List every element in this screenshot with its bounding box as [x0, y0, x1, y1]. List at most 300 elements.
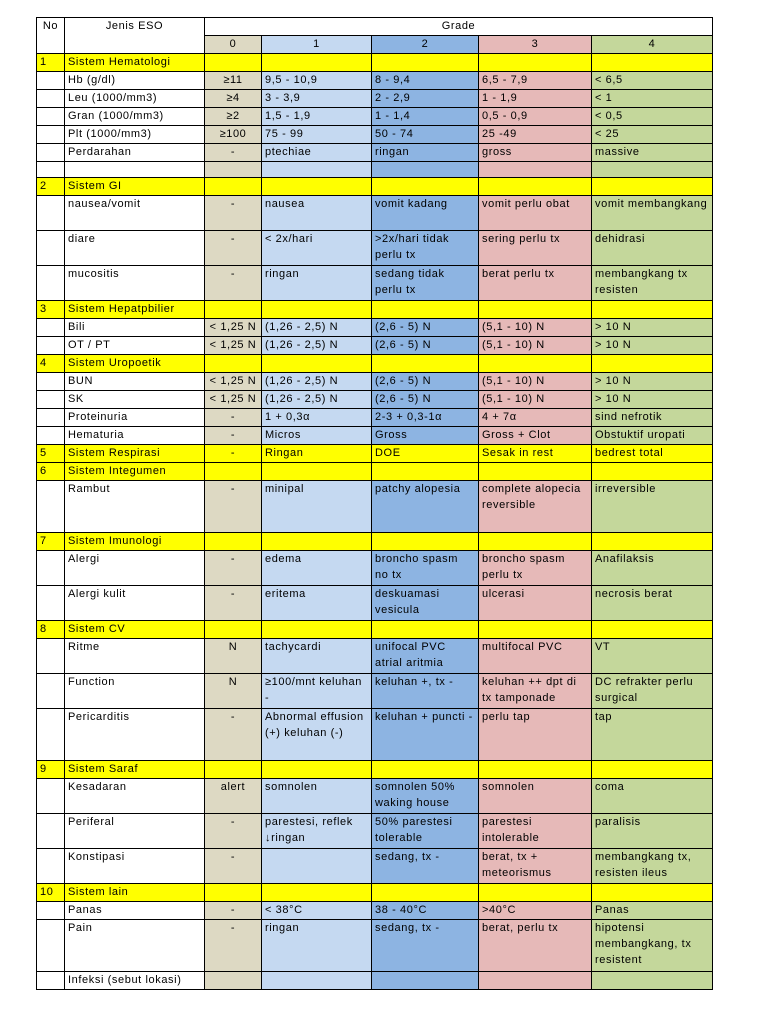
- eso-type-label: Periferal: [65, 814, 205, 849]
- eso-type-label: Function: [65, 674, 205, 709]
- section-empty-cell: [372, 355, 479, 373]
- grade-3-cell: (5,1 - 10) N: [479, 337, 592, 355]
- eso-type-label: Pericarditis: [65, 709, 205, 761]
- table-row: [37, 409, 713, 427]
- section-empty-cell: [205, 884, 262, 902]
- section-empty-cell: [592, 761, 713, 779]
- grade-1-cell: parestesi, reflek ↓ringan: [262, 814, 372, 849]
- row-number-cell: [37, 196, 65, 231]
- grade-4-cell: Anafilaksis: [592, 551, 713, 586]
- section-empty-cell: [262, 533, 372, 551]
- eso-type-label: Kesadaran: [65, 779, 205, 814]
- grade-0-cell: -: [205, 481, 262, 533]
- section-row: [37, 463, 713, 481]
- row-number-cell: [37, 639, 65, 674]
- grade-2-cell: DOE: [372, 445, 479, 463]
- eso-grading-table: [36, 17, 713, 990]
- table-row: [37, 196, 713, 231]
- grade-4-cell: hipotensi membangkang, tx resistent: [592, 920, 713, 972]
- eso-type-label: Alergi kulit: [65, 586, 205, 621]
- section-empty-cell: [372, 884, 479, 902]
- section-empty-cell: [479, 355, 592, 373]
- blank-cell: [37, 162, 65, 178]
- grade-1-cell: tachycardi: [262, 639, 372, 674]
- grade-0-cell: -: [205, 586, 262, 621]
- grade-2-cell: 38 - 40°C: [372, 902, 479, 920]
- grade-2-cell: >2x/hari tidak perlu tx: [372, 231, 479, 266]
- grade-4-cell: > 10 N: [592, 319, 713, 337]
- section-empty-cell: [479, 533, 592, 551]
- grade-0-cell: -: [205, 427, 262, 445]
- section-empty-cell: [479, 621, 592, 639]
- table-row: [37, 674, 713, 709]
- grade-0-cell: -: [205, 231, 262, 266]
- row-number-cell: [37, 144, 65, 162]
- grade-2-cell: patchy alopesia: [372, 481, 479, 533]
- grade-4-cell: paralisis: [592, 814, 713, 849]
- grade-2-cell: sedang tidak perlu tx: [372, 266, 479, 301]
- header-grade-1: 1: [262, 36, 372, 54]
- grade-0-cell: < 1,25 N: [205, 319, 262, 337]
- section-empty-cell: [205, 621, 262, 639]
- header-row-1: [37, 18, 713, 36]
- eso-type-label: Perdarahan: [65, 144, 205, 162]
- grade-4-cell: coma: [592, 779, 713, 814]
- grade-2-cell: (2,6 - 5) N: [372, 337, 479, 355]
- grade-2-cell: broncho spasm no tx: [372, 551, 479, 586]
- table-row: [37, 814, 713, 849]
- row-number-cell: [37, 90, 65, 108]
- grade-0-cell: -: [205, 551, 262, 586]
- section-empty-cell: [205, 355, 262, 373]
- grade-2-cell: 2 - 2,9: [372, 90, 479, 108]
- section-row: [37, 761, 713, 779]
- table-row: [37, 972, 713, 990]
- grade-3-cell: 25 -49: [479, 126, 592, 144]
- grade-3-cell: [479, 972, 592, 990]
- table-row: [37, 849, 713, 884]
- grade-2-cell: sedang, tx -: [372, 920, 479, 972]
- grade-0-cell: -: [205, 144, 262, 162]
- header-grade-2: 2: [372, 36, 479, 54]
- grade-1-cell: 1,5 - 1,9: [262, 108, 372, 126]
- section-row: [37, 533, 713, 551]
- section-empty-cell: [262, 355, 372, 373]
- row-number-cell: [37, 391, 65, 409]
- grade-3-cell: (5,1 - 10) N: [479, 319, 592, 337]
- grade-1-cell: < 38°C: [262, 902, 372, 920]
- row-number-cell: [37, 709, 65, 761]
- section-empty-cell: [205, 54, 262, 72]
- section-row: [37, 178, 713, 196]
- table-row: [37, 337, 713, 355]
- blank-cell: [372, 162, 479, 178]
- section-number: 3: [37, 301, 65, 319]
- header-grade-0: 0: [205, 36, 262, 54]
- grade-0-cell: -: [205, 709, 262, 761]
- grade-4-cell: bedrest total: [592, 445, 713, 463]
- grade-0-cell: -: [205, 902, 262, 920]
- eso-type-label: Gran (1000/mm3): [65, 108, 205, 126]
- grade-1-cell: (1,26 - 2,5) N: [262, 337, 372, 355]
- grade-1-cell: [262, 849, 372, 884]
- eso-type-label: Plt (1000/mm3): [65, 126, 205, 144]
- grade-1-cell: 1 + 0,3α: [262, 409, 372, 427]
- grade-4-cell: sind nefrotik: [592, 409, 713, 427]
- grade-1-cell: minipal: [262, 481, 372, 533]
- table-row: [37, 391, 713, 409]
- table-row: [37, 481, 713, 533]
- grade-1-cell: (1,26 - 2,5) N: [262, 391, 372, 409]
- grade-0-cell: ≥100: [205, 126, 262, 144]
- section-empty-cell: [372, 533, 479, 551]
- grade-2-cell: (2,6 - 5) N: [372, 373, 479, 391]
- section-number: 1: [37, 54, 65, 72]
- section-title: Sistem Uropoetik: [65, 355, 205, 373]
- grade-3-cell: vomit perlu obat: [479, 196, 592, 231]
- grade-0-cell: ≥11: [205, 72, 262, 90]
- row-number-cell: [37, 266, 65, 301]
- row-number-cell: [37, 972, 65, 990]
- grade-0-cell: N: [205, 639, 262, 674]
- section-empty-cell: [262, 621, 372, 639]
- section-title: Sistem Saraf: [65, 761, 205, 779]
- grade-2-cell: [372, 972, 479, 990]
- grade-0-cell: ≥4: [205, 90, 262, 108]
- grade-1-cell: [262, 972, 372, 990]
- section-number: 4: [37, 355, 65, 373]
- blank-cell: [205, 162, 262, 178]
- blank-cell: [65, 162, 205, 178]
- eso-type-label: OT / PT: [65, 337, 205, 355]
- table-row: [37, 266, 713, 301]
- table-row: [37, 902, 713, 920]
- section-empty-cell: [372, 301, 479, 319]
- row-number-cell: [37, 779, 65, 814]
- grade-1-cell: nausea: [262, 196, 372, 231]
- grade-3-cell: berat perlu tx: [479, 266, 592, 301]
- row-number-cell: [37, 902, 65, 920]
- grade-4-cell: DC refrakter perlu surgical: [592, 674, 713, 709]
- grade-3-cell: keluhan ++ dpt di tx tamponade: [479, 674, 592, 709]
- grade-3-cell: berat, perlu tx: [479, 920, 592, 972]
- grade-1-cell: 75 - 99: [262, 126, 372, 144]
- table-row: [37, 144, 713, 162]
- table-row: [37, 373, 713, 391]
- grade-4-cell: > 10 N: [592, 337, 713, 355]
- blank-cell: [479, 162, 592, 178]
- row-number-cell: [37, 920, 65, 972]
- grade-0-cell: -: [205, 266, 262, 301]
- grade-3-cell: (5,1 - 10) N: [479, 373, 592, 391]
- grade-2-cell: 50% parestesi tolerable: [372, 814, 479, 849]
- eso-type-label: BUN: [65, 373, 205, 391]
- section-empty-cell: [205, 463, 262, 481]
- section-title: Sistem Hepatpbilier: [65, 301, 205, 319]
- section-row: [37, 884, 713, 902]
- section-empty-cell: [592, 355, 713, 373]
- grade-1-cell: ≥100/mnt keluhan -: [262, 674, 372, 709]
- grade-1-cell: somnolen: [262, 779, 372, 814]
- grade-1-cell: 3 - 3,9: [262, 90, 372, 108]
- grade-3-cell: 4 + 7α: [479, 409, 592, 427]
- row-number-cell: [37, 849, 65, 884]
- section-title: Sistem CV: [65, 621, 205, 639]
- section-empty-cell: [479, 761, 592, 779]
- row-number-cell: [37, 427, 65, 445]
- section-number: 5: [37, 445, 65, 463]
- table-row: [37, 231, 713, 266]
- grade-4-cell: < 25: [592, 126, 713, 144]
- grade-2-cell: unifocal PVC atrial aritmia: [372, 639, 479, 674]
- section-empty-cell: [205, 761, 262, 779]
- section-number: 7: [37, 533, 65, 551]
- grade-4-cell: Obstuktif uropati: [592, 427, 713, 445]
- section-empty-cell: [372, 761, 479, 779]
- grade-2-cell: 1 - 1,4: [372, 108, 479, 126]
- grade-4-cell: tap: [592, 709, 713, 761]
- section-empty-cell: [592, 621, 713, 639]
- section-empty-cell: [479, 301, 592, 319]
- grade-2-cell: (2,6 - 5) N: [372, 391, 479, 409]
- section-empty-cell: [479, 884, 592, 902]
- grade-0-cell: < 1,25 N: [205, 391, 262, 409]
- eso-type-label: Infeksi (sebut lokasi): [65, 972, 205, 990]
- section-empty-cell: [372, 178, 479, 196]
- grade-2-cell: sedang, tx -: [372, 849, 479, 884]
- eso-table-body: [37, 18, 713, 990]
- grade-2-cell: deskuamasi vesicula: [372, 586, 479, 621]
- eso-type-label: SK: [65, 391, 205, 409]
- row-number-cell: [37, 337, 65, 355]
- section-empty-cell: [479, 54, 592, 72]
- table-row: [37, 108, 713, 126]
- grade-1-cell: Micros: [262, 427, 372, 445]
- section-empty-cell: [262, 178, 372, 196]
- grade-2-cell: 50 - 74: [372, 126, 479, 144]
- grade-1-cell: (1,26 - 2,5) N: [262, 373, 372, 391]
- grade-3-cell: 0,5 - 0,9: [479, 108, 592, 126]
- section-empty-cell: [372, 621, 479, 639]
- grade-1-cell: Ringan: [262, 445, 372, 463]
- section-number: 8: [37, 621, 65, 639]
- grade-4-cell: < 6,5: [592, 72, 713, 90]
- table-row: [37, 90, 713, 108]
- row-number-cell: [37, 551, 65, 586]
- table-row: [37, 779, 713, 814]
- grade-1-cell: edema: [262, 551, 372, 586]
- section-empty-cell: [592, 884, 713, 902]
- grade-3-cell: Sesak in rest: [479, 445, 592, 463]
- row-number-cell: [37, 108, 65, 126]
- grade-4-cell: membangkang tx resisten: [592, 266, 713, 301]
- section-empty-cell: [262, 761, 372, 779]
- grade-3-cell: parestesi intolerable: [479, 814, 592, 849]
- grade-0-cell: -: [205, 409, 262, 427]
- header-grade-4: 4: [592, 36, 713, 54]
- grade-4-cell: vomit membangkang: [592, 196, 713, 231]
- section-row: [37, 54, 713, 72]
- eso-type-label: Bili: [65, 319, 205, 337]
- section-row: [37, 621, 713, 639]
- row-number-cell: [37, 319, 65, 337]
- grade-4-cell: irreversible: [592, 481, 713, 533]
- table-row: [37, 639, 713, 674]
- header-jenis-eso: Jenis ESO: [65, 18, 205, 54]
- grade-0-cell: -: [205, 849, 262, 884]
- table-row: [37, 319, 713, 337]
- table-row: [37, 920, 713, 972]
- grade-0-cell: < 1,25 N: [205, 337, 262, 355]
- grade-4-cell: < 0,5: [592, 108, 713, 126]
- eso-type-label: Alergi: [65, 551, 205, 586]
- eso-type-label: Konstipasi: [65, 849, 205, 884]
- row-number-cell: [37, 814, 65, 849]
- grade-1-cell: ringan: [262, 266, 372, 301]
- row-number-cell: [37, 72, 65, 90]
- grade-0-cell: alert: [205, 779, 262, 814]
- section-title: Sistem Integumen: [65, 463, 205, 481]
- grade-3-cell: sering perlu tx: [479, 231, 592, 266]
- section-number: 6: [37, 463, 65, 481]
- blank-cell: [592, 162, 713, 178]
- grade-4-cell: massive: [592, 144, 713, 162]
- grade-1-cell: ptechiae: [262, 144, 372, 162]
- grade-3-cell: complete alopecia reversible: [479, 481, 592, 533]
- grade-3-cell: berat, tx + meteorismus: [479, 849, 592, 884]
- grade-1-cell: ringan: [262, 920, 372, 972]
- row-number-cell: [37, 586, 65, 621]
- grade-0-cell: < 1,25 N: [205, 373, 262, 391]
- section-title: Sistem GI: [65, 178, 205, 196]
- grade-3-cell: multifocal PVC: [479, 639, 592, 674]
- grade-0-cell: -: [205, 196, 262, 231]
- section-title: Sistem Imunologi: [65, 533, 205, 551]
- grade-3-cell: (5,1 - 10) N: [479, 391, 592, 409]
- section-empty-cell: [479, 178, 592, 196]
- section-number: 2: [37, 178, 65, 196]
- grade-4-cell: < 1: [592, 90, 713, 108]
- section-title: Sistem Respirasi: [65, 445, 205, 463]
- eso-type-label: diare: [65, 231, 205, 266]
- section-empty-cell: [592, 463, 713, 481]
- eso-type-label: Leu (1000/mm3): [65, 90, 205, 108]
- eso-type-label: Hb (g/dl): [65, 72, 205, 90]
- grade-4-cell: [592, 972, 713, 990]
- eso-type-label: Proteinuria: [65, 409, 205, 427]
- grade-0-cell: -: [205, 814, 262, 849]
- section-empty-cell: [372, 54, 479, 72]
- eso-type-label: Ritme: [65, 639, 205, 674]
- section-title: Sistem lain: [65, 884, 205, 902]
- section-empty-cell: [262, 301, 372, 319]
- section-empty-cell: [205, 301, 262, 319]
- eso-type-label: Panas: [65, 902, 205, 920]
- header-grade: Grade: [205, 18, 713, 36]
- grade-4-cell: Panas: [592, 902, 713, 920]
- table-row: [37, 551, 713, 586]
- grade-2-cell: Gross: [372, 427, 479, 445]
- grade-3-cell: somnolen: [479, 779, 592, 814]
- row-number-cell: [37, 231, 65, 266]
- grade-2-cell: keluhan + puncti -: [372, 709, 479, 761]
- eso-type-label: nausea/vomit: [65, 196, 205, 231]
- row-number-cell: [37, 373, 65, 391]
- grade-4-cell: > 10 N: [592, 391, 713, 409]
- grade-3-cell: gross: [479, 144, 592, 162]
- section-empty-cell: [592, 301, 713, 319]
- grade-2-cell: 8 - 9,4: [372, 72, 479, 90]
- row-number-cell: [37, 481, 65, 533]
- section-empty-cell: [592, 54, 713, 72]
- grade-2-cell: vomit kadang: [372, 196, 479, 231]
- grade-0-cell: -: [205, 920, 262, 972]
- grade-1-cell: eritema: [262, 586, 372, 621]
- grade-0-cell: [205, 972, 262, 990]
- section-empty-cell: [262, 463, 372, 481]
- section-empty-cell: [592, 533, 713, 551]
- grade-3-cell: ulcerasi: [479, 586, 592, 621]
- grade-3-cell: 6,5 - 7,9: [479, 72, 592, 90]
- section-number: 10: [37, 884, 65, 902]
- section-number: 9: [37, 761, 65, 779]
- table-row: [37, 126, 713, 144]
- grade-4-cell: dehidrasi: [592, 231, 713, 266]
- row-number-cell: [37, 674, 65, 709]
- section-empty-cell: [262, 54, 372, 72]
- section-empty-cell: [262, 884, 372, 902]
- grade-3-cell: >40°C: [479, 902, 592, 920]
- eso-type-label: Hematuria: [65, 427, 205, 445]
- blank-row: [37, 162, 713, 178]
- row-number-cell: [37, 409, 65, 427]
- section-empty-cell: [205, 533, 262, 551]
- grade-4-cell: > 10 N: [592, 373, 713, 391]
- eso-type-label: Rambut: [65, 481, 205, 533]
- grade-4-cell: VT: [592, 639, 713, 674]
- section-empty-cell: [372, 463, 479, 481]
- grade-2-cell: 2-3 + 0,3-1α: [372, 409, 479, 427]
- table-row: [37, 427, 713, 445]
- grade-1-cell: Abnormal effusion (+) keluhan (-): [262, 709, 372, 761]
- section-empty-cell: [592, 178, 713, 196]
- section-empty-cell: [479, 463, 592, 481]
- grade-2-cell: keluhan +, tx -: [372, 674, 479, 709]
- section-row: [37, 355, 713, 373]
- eso-type-label: Pain: [65, 920, 205, 972]
- grade-4-cell: necrosis berat: [592, 586, 713, 621]
- table-row: [37, 586, 713, 621]
- eso-type-label: mucositis: [65, 266, 205, 301]
- grade-0-cell: -: [205, 445, 262, 463]
- header-grade-3: 3: [479, 36, 592, 54]
- table-row: [37, 72, 713, 90]
- section-title: Sistem Hematologi: [65, 54, 205, 72]
- grade-4-cell: membangkang tx, resisten ileus: [592, 849, 713, 884]
- grade-0-cell: ≥2: [205, 108, 262, 126]
- grade-3-cell: perlu tap: [479, 709, 592, 761]
- table-row: [37, 709, 713, 761]
- section-row: [37, 445, 713, 463]
- header-no: No: [37, 18, 65, 54]
- grade-1-cell: (1,26 - 2,5) N: [262, 319, 372, 337]
- section-empty-cell: [205, 178, 262, 196]
- grade-3-cell: Gross + Clot: [479, 427, 592, 445]
- section-row: [37, 301, 713, 319]
- blank-cell: [262, 162, 372, 178]
- grade-2-cell: (2,6 - 5) N: [372, 319, 479, 337]
- grade-3-cell: 1 - 1,9: [479, 90, 592, 108]
